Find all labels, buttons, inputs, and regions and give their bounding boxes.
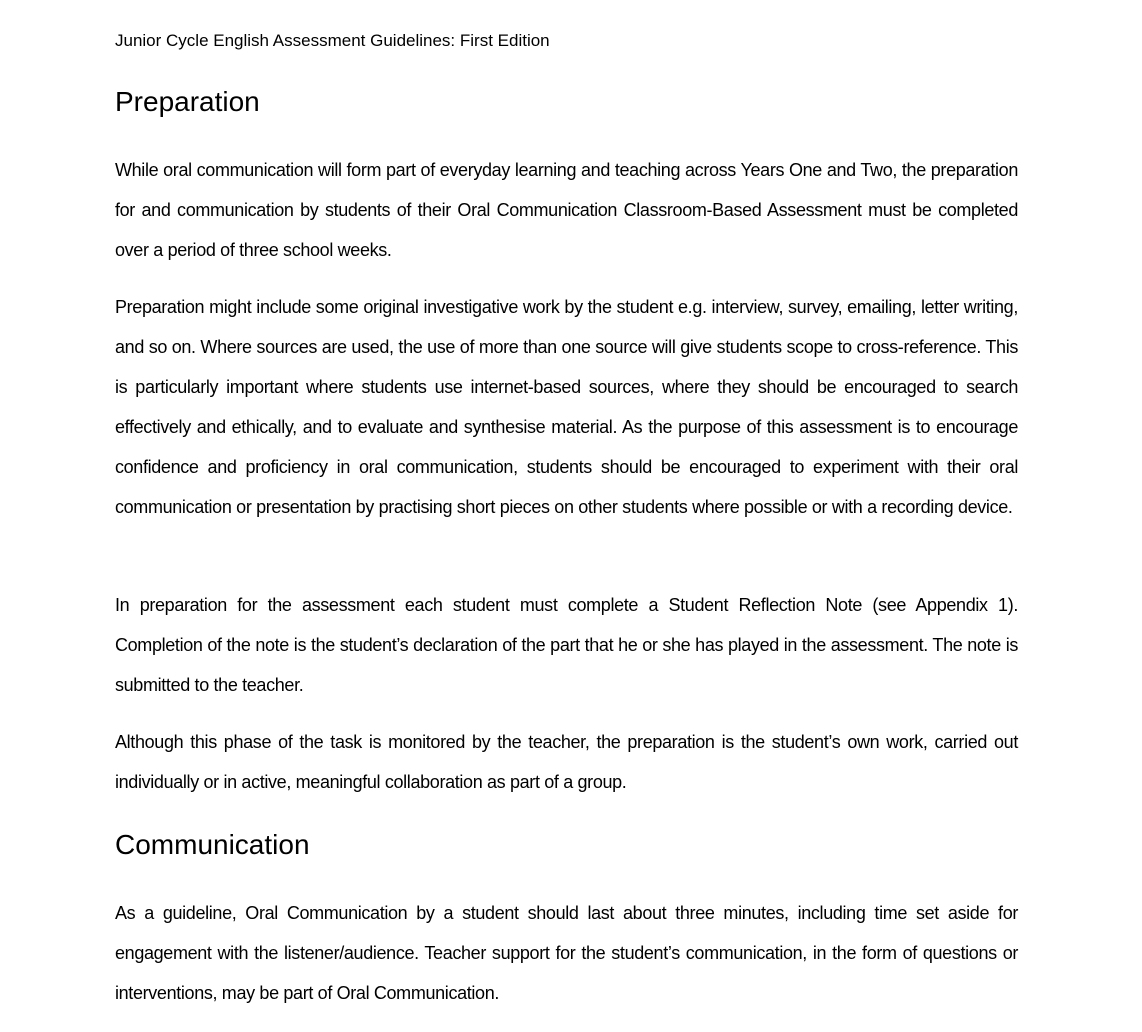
paragraph-preparation-2: Preparation might include some original investigative work by the student e.g. interview, survey, emailing, letter writing, and so on. Where sources are used, the use of more than one source will give students scope to cross-reference. This is particularly important where students use internet-based sources, where they should be encouraged to search effectively and ethically, and to evaluate and synthesise material. As the purpose of this assessment is to encourage confidence and proficiency in oral communication, students should be encouraged to experiment with their oral communication or presentation by practising short pieces on other students where possible or with a recording device. — [115, 297, 1018, 517]
paragraph-preparation-4: Although this phase of the task is monitored by the teacher, the preparation is the student’s own work, carried out individually or in active, meaningful collaboration as part of a group. — [115, 732, 1018, 792]
paragraph-preparation-3: In preparation for the assessment each student must complete a Student Reflection Note (see Appendix 1). Completion of the note is the student’s declaration of the part that he or she has played in the assessment. The note is submitted to the teacher. — [115, 595, 1018, 695]
section-heading-preparation: Preparation — [115, 86, 260, 117]
section-heading-communication: Communication — [115, 829, 310, 860]
paragraph-communication-1: As a guideline, Oral Communication by a student should last about three minutes, including time set aside for engagement with the listener/audience. Teacher support for the student’s communication, in the form of questions or interventions, may be part of Oral Communication. — [115, 903, 1018, 1003]
running-header: Junior Cycle English Assessment Guidelines: First Edition — [115, 31, 550, 50]
paragraph-preparation-1: While oral communication will form part of everyday learning and teaching across Years One and Two, the preparation for and communication by students of their Oral Communication Classroom-Based Assessment must be completed over a period of three school weeks. — [115, 160, 1018, 260]
